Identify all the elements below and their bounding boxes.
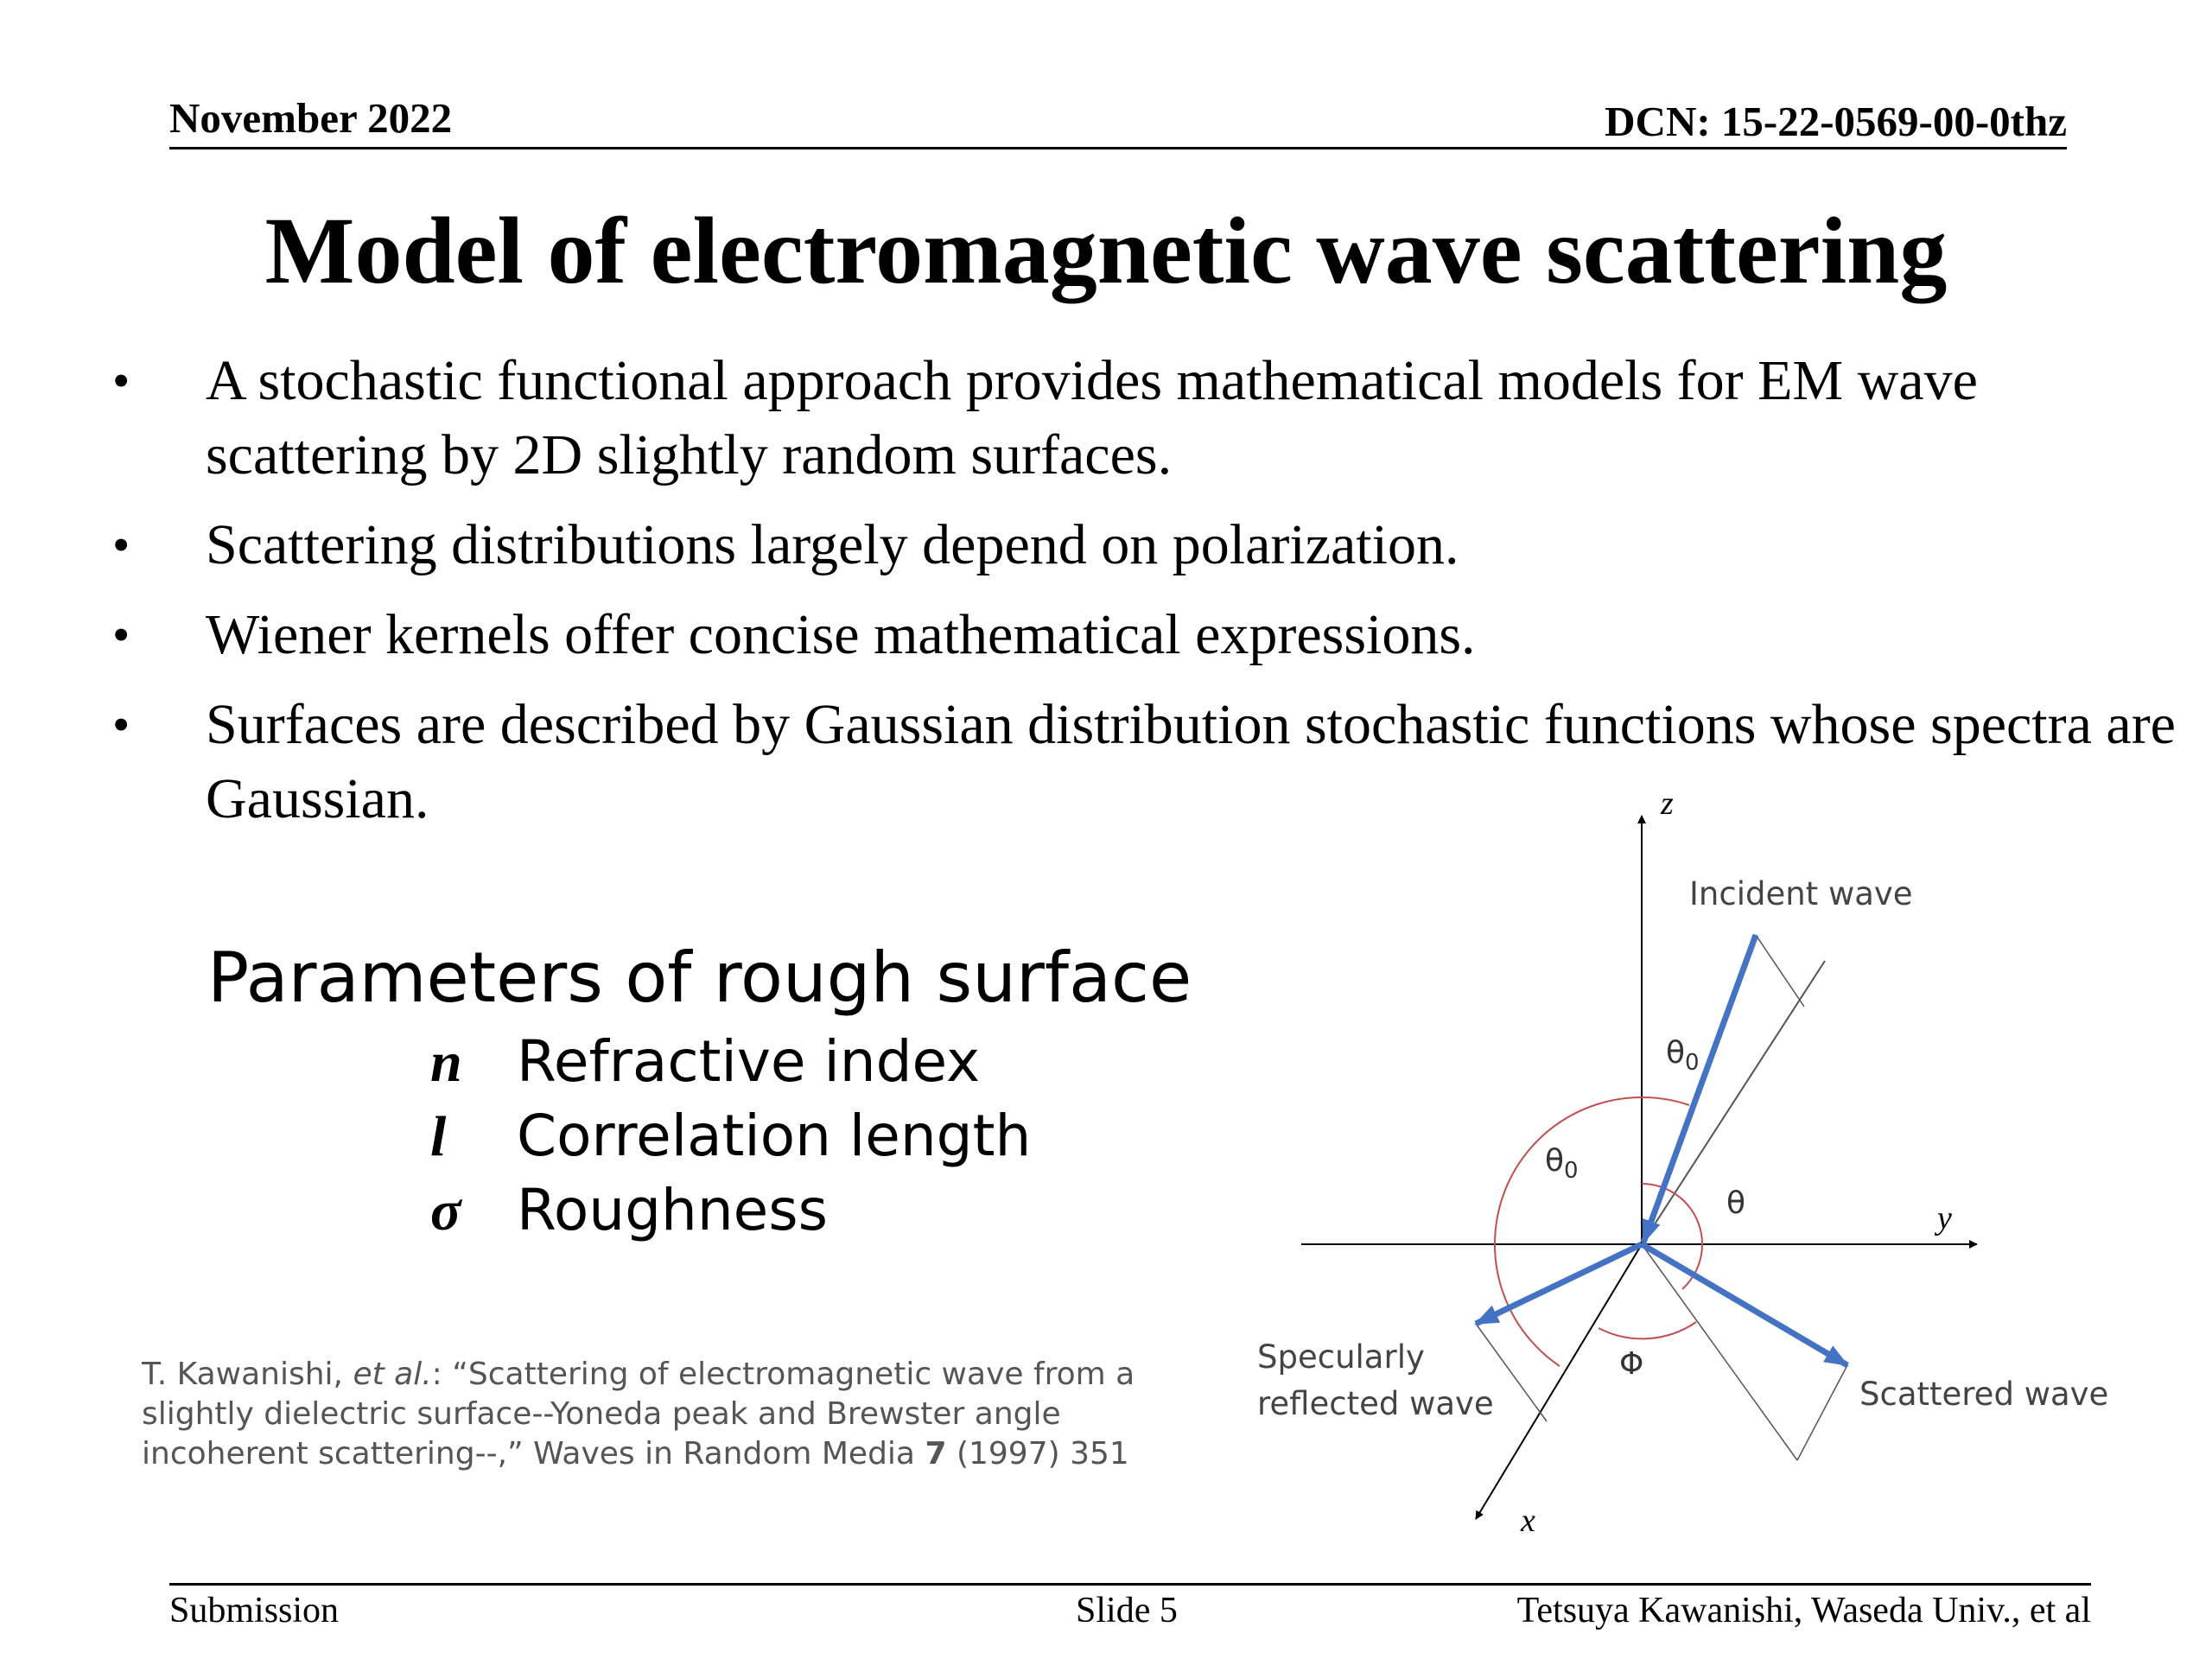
footer-submission: Submission [169, 1591, 340, 1630]
specular-wave-label-line1: Specularly [1257, 1338, 1425, 1376]
bullet-list [112, 344, 2195, 852]
bullet-text: A stochastic functional approach provides mathematical models for EM wave scattering by 2D slightly random surfaces. [206, 349, 1978, 486]
parameter-row [430, 1028, 980, 1096]
theta0-incident-label: $\theta_0$ [1666, 1035, 1700, 1076]
bullet-marker: • [112, 696, 130, 753]
parameter-row [430, 1177, 828, 1244]
incident-guide [1756, 935, 1804, 1007]
bullet-marker: • [112, 517, 130, 573]
theta0-specular-arc [1495, 1097, 1642, 1366]
bullet-text: Scattering distributions largely depend on polarization. [206, 513, 1459, 576]
scattering-diagram [1210, 778, 2143, 1555]
reference-volume: 7 [925, 1436, 947, 1471]
footer-slide-number: Slide 5 [1076, 1591, 1178, 1630]
bullet-item [112, 598, 2195, 672]
parameter-label: Refractive index [517, 1028, 981, 1095]
reference-citation [142, 1355, 1196, 1474]
parameter-symbol: n [430, 1031, 462, 1094]
y-axis-label: y [1937, 1200, 1952, 1236]
incident-wave-label: Incident wave [1689, 875, 1913, 912]
scattered-wave-label: Scattered wave [1859, 1376, 2109, 1413]
header-divider [169, 147, 2067, 149]
bullet-item [112, 508, 2195, 582]
reference-authors: T. Kawanishi, [142, 1357, 353, 1392]
footer-author: Tetsuya Kawanishi, Waseda Univ., et al [1516, 1591, 2091, 1630]
bullet-text: Wiener kernels offer concise mathematical expressions. [206, 603, 1476, 666]
parameter-symbol: l [430, 1105, 447, 1168]
specular-wave-label-line2: reflected wave [1257, 1385, 1494, 1422]
parameter-symbol: σ [430, 1179, 461, 1243]
parameter-row [430, 1103, 1031, 1170]
header-dcn: DCN: 15-22-0569-00-0thz [1605, 98, 2067, 145]
parameters-heading: Parameters of rough surface [207, 938, 1192, 1018]
bullet-marker: • [112, 607, 130, 663]
slide-title: Model of electromagnetic wave scattering [264, 198, 1948, 303]
header-date: November 2022 [169, 94, 453, 142]
bullet-text: Surfaces are described by Gaussian distribution stochastic functions whose spectra are Gaussian. [206, 693, 2176, 830]
bullet-marker: • [112, 353, 130, 409]
bullet-item [112, 344, 2195, 493]
x-axis-label: x [1521, 1503, 1535, 1539]
reference-body: : “Scattering of electromagnetic wave from a slightly dielectric surface--Yoneda peak and Brewster angle incoherent scattering--,” Waves in Random Media [142, 1357, 1135, 1471]
parameter-label: Correlation length [517, 1103, 1032, 1169]
scattered-wave-arrow [1642, 1244, 1847, 1365]
footer-divider [169, 1583, 2091, 1586]
parameter-label: Roughness [517, 1177, 829, 1243]
phi-arc [1599, 1322, 1696, 1338]
scattered-plane-guide [1642, 1244, 1797, 1460]
scattered-guide [1797, 1365, 1847, 1460]
reference-tail: (1997) 351 [946, 1436, 1129, 1471]
theta-label: θ [1726, 1185, 1746, 1221]
z-axis-label: z [1661, 785, 1674, 822]
phi-label: Φ [1619, 1346, 1644, 1382]
reference-etal: et al. [353, 1357, 432, 1392]
theta0-incident-arc [1642, 1097, 1689, 1105]
theta0-specular-label: $\theta_0$ [1545, 1143, 1579, 1184]
